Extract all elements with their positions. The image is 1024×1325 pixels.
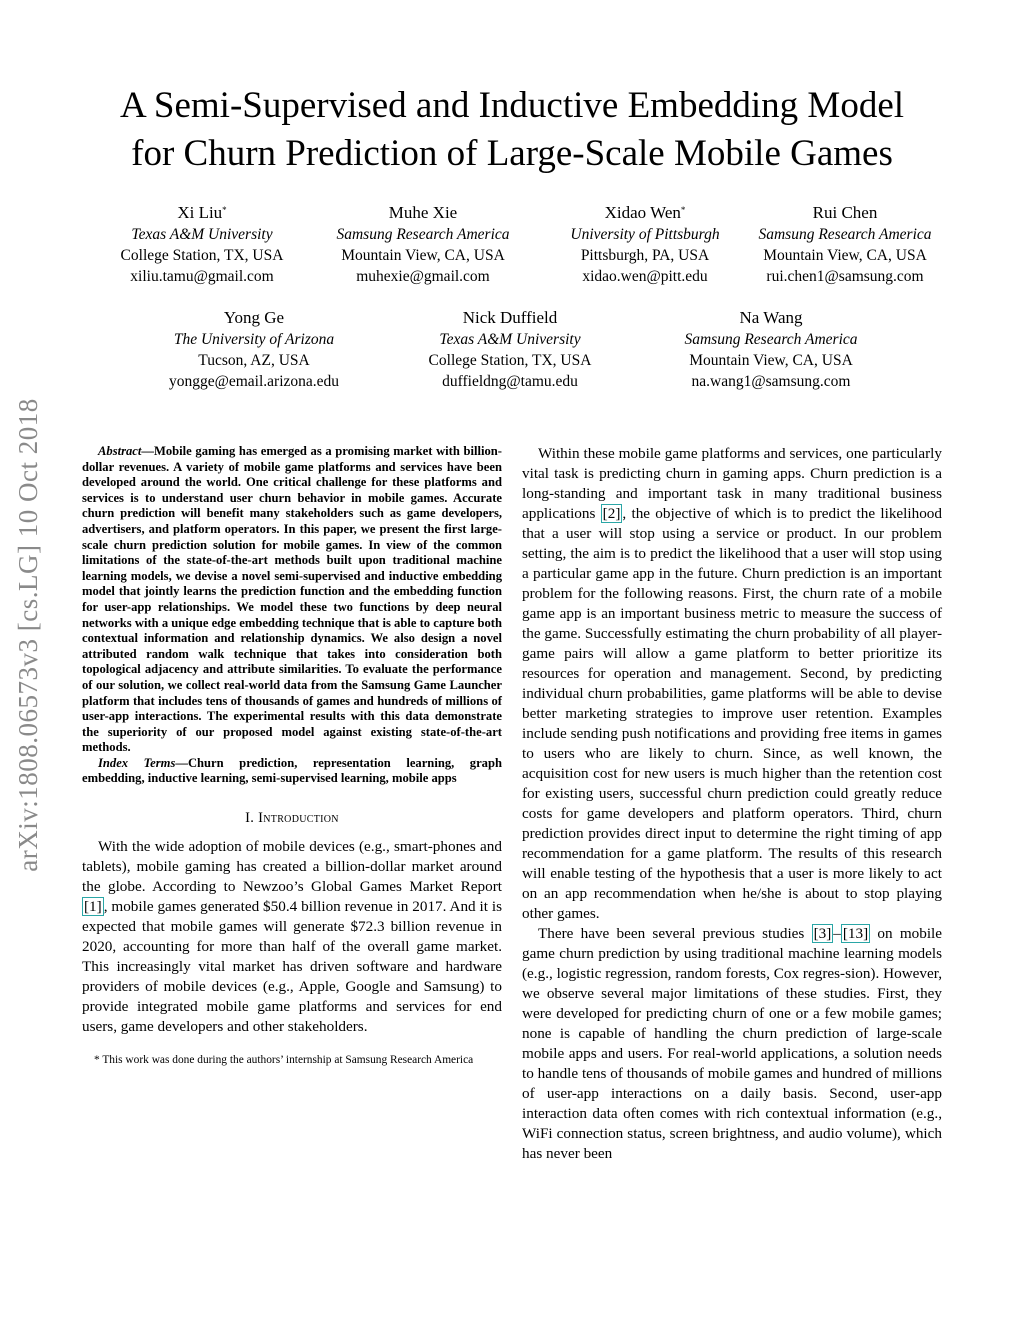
abstract bbox=[82, 444, 502, 756]
author-email: xidao.wen@pitt.edu bbox=[582, 268, 708, 285]
author-block bbox=[735, 201, 955, 287]
abstract-text: Mobile gaming has emerged as a promising market with billion-dollar revenues. A variety of mobile game platforms and services have been developed around the world. One critical challenge for these platforms and services is to understand user churn behavior in mobile games. Accurate churn prediction will benefit many stakeholders such as game developers, advertisers, and platform operators. In this paper, we present the first large-scale churn prediction solution for mobile games. In view of the common limitations of the state-of-the-art methods built upon traditional machine learning models, we devise a novel semi-supervised and inductive embedding model that jointly learns the prediction function and the embedding function for user-app relationships. We model these two functions by deep neural networks with a unique edge embedding technique that is able to capture both contextual information and relationship dynamics. We also design a novel attributed random walk technique that takes into consideration both topological adjacency and attribute similarities. To evaluate the performance of our solution, we collect real-world data from the Samsung Game Launcher platform that includes tens of thousands of games and hundreds of millions of user-app interactions. The experimental results with this data demonstrate the superiority of our proposed model against existing state-of-the-art methods. bbox=[82, 444, 502, 755]
author-block bbox=[661, 306, 881, 392]
citation-link[interactable]: [1] bbox=[84, 898, 102, 916]
author-name: Na Wang bbox=[739, 308, 803, 327]
citation-dash: – bbox=[833, 925, 841, 942]
author-name: Xi Liu bbox=[177, 203, 223, 222]
intro-paragraph-1 bbox=[82, 837, 502, 1037]
index-terms-text: Churn prediction, representation learning, graph embedding, inductive learning, semi-supervised learning, mobile apps bbox=[82, 755, 502, 786]
author-star: * bbox=[222, 205, 227, 215]
author-location: Mountain View, CA, USA bbox=[763, 247, 927, 264]
title-line-2: for Churn Prediction of Large-Scale Mobile Games bbox=[131, 133, 893, 174]
author-name: Nick Duffield bbox=[462, 308, 558, 327]
author-location: College Station, TX, USA bbox=[428, 352, 592, 369]
author-affiliation: The University of Arizona bbox=[173, 331, 335, 348]
paragraph-text: , the objective of which is to predict the likelihood that a user will stop using a service or product. In our problem setting, the aim is to predict the likelihood that a user will stop using a particular game app in the future. Churn prediction is an important problem for the following reasons. First, the churn rate of a mobile game app is an important business metric to measure the success of the game. Successfully estimating the churn probability of all player-game pairs will allow a game platform to better prioritize its resources for operation and management. Second, by predicting individual churn probabilities, game platforms will be able to devise better marketing strategies to improve user retention. Examples include sending push notifications and providing free items in games to users who are likely to churn. Since, as well known, the acquisition cost for new users is much higher than the retention cost for existing users, successful churn prediction could greatly reduce costs for game developers and platform operators. Third, churn prediction provides direct input to determine the right timing of app recommendation for a game platform. The results of this research will enable testing of the hypothesis that a user is more likely to act on an app recommendation when he/she is about to stop playing other games. bbox=[522, 505, 942, 922]
index-terms-label: Index Terms bbox=[98, 755, 176, 770]
author-email: rui.chen1@samsung.com bbox=[766, 268, 924, 285]
author-block bbox=[535, 201, 755, 287]
author-affiliation: Texas A&M University bbox=[131, 226, 273, 243]
section-number: I. bbox=[245, 810, 259, 827]
author-name: Yong Ge bbox=[223, 308, 285, 327]
abstract-label: Abstract bbox=[98, 444, 142, 458]
author-location: Mountain View, CA, USA bbox=[341, 247, 505, 264]
intro-paragraph-3 bbox=[522, 924, 942, 1164]
author-name: Muhe Xie bbox=[388, 203, 458, 222]
paragraph-text: , mobile games generated $50.4 billion revenue in 2017. And it is expected that mobile games will generate $72.3 billion revenue in 2020, accounting for more than half of the overall game market. This increasingly vital market has driven software and hardware providers of mobile devices (e.g., Apple, Google and Samsung) to provide integrated mobile game platforms and services for end users, game developers and other stakeholders. bbox=[82, 898, 502, 1036]
author-block bbox=[400, 306, 620, 392]
paper-title bbox=[40, 82, 984, 178]
author-affiliation: Samsung Research America bbox=[684, 331, 858, 348]
paragraph-text: With the wide adoption of mobile devices (e.g., smart-phones and tablets), mobile gaming has created a billion-dollar market around the globe. According to Newzoo’s Global Games Market Report bbox=[82, 838, 502, 896]
paragraph-text: Within these mobile game platforms and services, one particularly vital task is predicting churn in gaming apps. Churn prediction is a long-standing and important task in many traditional business applications bbox=[522, 445, 942, 522]
abstract-dash: — bbox=[141, 444, 154, 458]
author-block bbox=[144, 306, 364, 392]
citation-link[interactable]: [13] bbox=[842, 925, 869, 942]
right-column bbox=[522, 444, 942, 1164]
author-affiliation: Texas A&M University bbox=[439, 331, 581, 348]
author-affiliation: University of Pittsburgh bbox=[570, 226, 720, 243]
author-affiliation: Samsung Research America bbox=[758, 226, 932, 243]
citation-link[interactable]: [3] bbox=[813, 925, 832, 942]
author-email: na.wang1@samsung.com bbox=[691, 373, 851, 390]
author-name: Xidao Wen bbox=[604, 203, 681, 222]
intro-paragraph-2 bbox=[522, 444, 942, 924]
section-heading bbox=[82, 810, 502, 827]
author-location: College Station, TX, USA bbox=[120, 247, 284, 264]
author-name: Rui Chen bbox=[812, 203, 878, 222]
author-email: duffieldng@tamu.edu bbox=[442, 373, 578, 390]
author-block bbox=[92, 201, 312, 287]
author-block bbox=[313, 201, 533, 287]
paragraph-text: on mobile game churn prediction by using traditional machine learning models (e.g., logistic regression, random forests, Cox regres-sion). However, we observe several major limitations of these studies. First, they were developed for predicting churn of one or a few mobile games; none is capable of handling the churn prediction of large-scale mobile apps and users. For real-world applications, a solution needs to handle tens of thousands of mobile games and hundred of millions of user-app interactions on a daily basis. Second, user-app interaction data often comes with rich contextual information (e.g., WiFi connection status, screen brightness, and audio volume), which has never been bbox=[522, 925, 942, 1162]
author-location: Mountain View, CA, USA bbox=[689, 352, 853, 369]
title-line-1: A Semi-Supervised and Inductive Embedding Model bbox=[119, 85, 905, 126]
author-affiliation: Samsung Research America bbox=[336, 226, 510, 243]
author-email: xiliu.tamu@gmail.com bbox=[130, 268, 274, 285]
arxiv-stamp: arXiv:1808.06573v3 [cs.LG] 10 Oct 2018 bbox=[13, 398, 43, 872]
author-email: yongge@email.arizona.edu bbox=[168, 373, 340, 390]
footnote: * This work was done during the authors’ internship at Samsung Research America bbox=[94, 1054, 474, 1067]
author-location: Pittsburgh, PA, USA bbox=[580, 247, 710, 264]
author-star: * bbox=[680, 205, 686, 215]
citation-link[interactable]: [2] bbox=[602, 505, 621, 522]
paragraph-text: There have been several previous studies bbox=[538, 925, 812, 942]
author-location: Tucson, AZ, USA bbox=[198, 352, 310, 369]
left-column bbox=[82, 444, 502, 1068]
author-email: muhexie@gmail.com bbox=[356, 268, 490, 285]
index-terms bbox=[82, 756, 502, 787]
section-title: Introduction bbox=[258, 810, 339, 827]
index-terms-dash: — bbox=[175, 755, 188, 770]
